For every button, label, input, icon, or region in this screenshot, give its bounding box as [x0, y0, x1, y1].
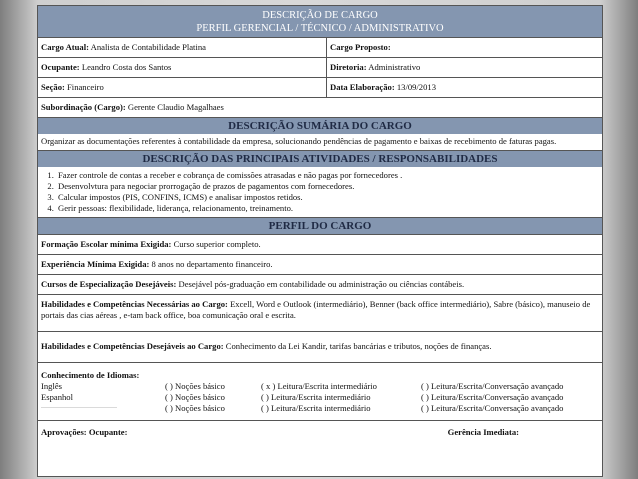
experiencia-label: Experiência Mínima Exigida:: [41, 259, 150, 269]
list-item: 3. Calcular impostos (PIS, CONFINS, ICMS) e analisar impostos retidos.: [56, 192, 599, 203]
atividades-list: [38, 167, 602, 217]
cargo-proposto-label: Cargo Proposto:: [330, 42, 391, 52]
row-habilidades-necessarias: [38, 295, 602, 332]
idioma-option: ( ) Leitura/Escrita/Conversação avançado: [421, 392, 564, 402]
document-title: DESCRIÇÃO DE CARGO: [262, 10, 378, 21]
sumaria-text: Organizar as documentações referentes à contabilidade da empresa, solucionando pendências de pagamento e baixas de recebimento de faturas pagas.: [41, 136, 557, 146]
ocupante-value: Leandro Costa dos Santos: [81, 62, 172, 72]
idioma-option: ( ) Noções básico: [165, 381, 225, 391]
row-aprovacoes: [38, 421, 602, 441]
section-descricao-sumaria: [38, 118, 602, 151]
idioma-option: ( ) Noções básico: [165, 392, 225, 402]
idiomas-title: Conhecimento de Idiomas:: [41, 370, 140, 380]
row-cursos: [38, 275, 602, 295]
cursos-value: Desejável pós-graduação em contabilidade ou administração ou ciências contábeis.: [178, 279, 465, 289]
necessarias-value: Excell, Word e Outlook (intermediário), Benner (back office intermediário), Sabre (básico), manuseio de portais das cias aéreas , e-tam back office, boa comunicação oral e escrita.: [41, 299, 591, 320]
secao-value: Financeiro: [67, 82, 104, 92]
idioma-option: ( ) Leitura/Escrita/Conversação avançado: [421, 403, 564, 413]
idioma-option: ( ) Noções básico: [165, 403, 225, 413]
subordinacao-value: Gerente Claudio Magalhaes: [127, 102, 224, 112]
list-item: 1. Fazer controle de contas a receber e cobrança de comissões atrasadas e não pagas por fornecedores .: [56, 170, 599, 181]
idioma-option: ( x ) Leitura/Escrita intermediário: [261, 381, 377, 391]
document-header: [38, 6, 602, 38]
experiencia-value: 8 anos no departamento financeiro.: [151, 259, 273, 269]
list-item: 2. Desenvolvtura para negociar prorrogação de prazos de pagamentos com fornecedores.: [56, 181, 599, 192]
list-item: 4. Gerir pessoas: flexibilidade, liderança, relacionamento, treinamento.: [56, 203, 599, 214]
idioma-name: Inglês: [41, 381, 63, 391]
document-subtitle: PERFIL GERENCIAL / TÉCNICO / ADMINISTRATIVO: [196, 23, 444, 34]
section-title-sumaria: DESCRIÇÃO SUMÁRIA DO CARGO: [38, 118, 602, 134]
idiomas-table: [41, 381, 599, 414]
aprovacoes-ocupante-label: Aprovações: Ocupante:: [41, 427, 128, 437]
row-experiencia: [38, 255, 602, 275]
section-atividades: [38, 151, 602, 218]
idioma-name: Espanhol: [41, 392, 73, 402]
row-secao: [38, 78, 602, 98]
desejaveis-value: Conhecimento da Lei Kandir, tarifas bancárias e tributos, noções de finanças.: [225, 341, 492, 351]
row-ocupante: [38, 58, 602, 78]
secao-label: Seção:: [41, 82, 65, 92]
idioma-option: ( ) Leitura/Escrita intermediário: [261, 403, 371, 413]
row-cargo: [38, 38, 602, 58]
data-elaboracao-value: 13/09/2013: [396, 82, 436, 92]
desejaveis-label: Habilidades e Competências Desejáveis ao Cargo:: [41, 341, 224, 351]
diretoria-label: Diretoria:: [330, 62, 367, 72]
idioma-option: ( ) Leitura/Escrita intermediário: [261, 392, 371, 402]
cargo-atual-label: Cargo Atual:: [41, 42, 89, 52]
job-description-document: [37, 5, 603, 477]
idioma-blank-line: ______________________________________: [41, 403, 117, 408]
idioma-option: ( ) Leitura/Escrita/Conversação avançado: [421, 381, 564, 391]
section-idiomas: [38, 363, 602, 421]
section-perfil-header: [38, 218, 602, 235]
necessarias-label: Habilidades e Competências Necessárias ao Cargo:: [41, 299, 228, 309]
section-title-perfil: PERFIL DO CARGO: [38, 218, 602, 234]
diretoria-value: Administrativo: [368, 62, 421, 72]
row-formacao: [38, 235, 602, 255]
cargo-atual-value: Analista de Contabilidade Platina: [90, 42, 206, 52]
row-habilidades-desejaveis: [38, 332, 602, 363]
data-elaboracao-label: Data Elaboração:: [330, 82, 395, 92]
section-title-atividades: DESCRIÇÃO DAS PRINCIPAIS ATIVIDADES / RESPONSABILIDADES: [38, 151, 602, 167]
row-subordinacao: [38, 98, 602, 118]
ocupante-label: Ocupante:: [41, 62, 80, 72]
gerencia-imediata-label: Gerência Imediata:: [447, 427, 519, 437]
subordinacao-label: Subordinação (Cargo):: [41, 102, 126, 112]
formacao-value: Curso superior completo.: [173, 239, 261, 249]
formacao-label: Formação Escolar mínima Exigida:: [41, 239, 172, 249]
cursos-label: Cursos de Especialização Desejáveis:: [41, 279, 177, 289]
